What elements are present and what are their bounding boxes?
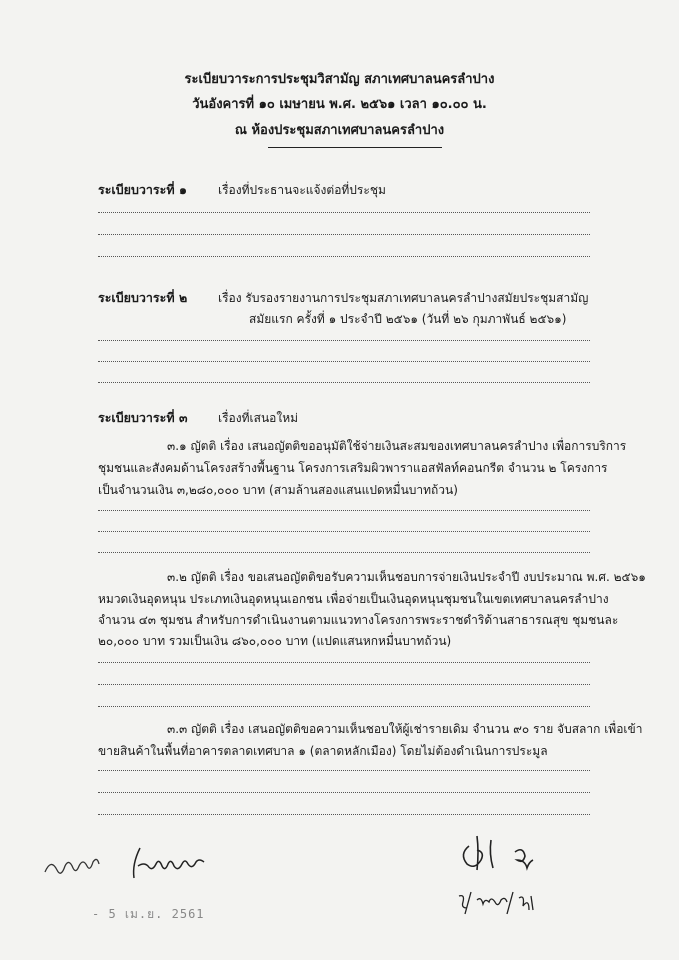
title-underline [268, 147, 442, 148]
blank-line [98, 382, 590, 383]
item-3-1-line1: ๓.๑ ญัตติ เรื่อง เสนอญัตติขออนุมัติใช้จ่ายเงินสะสมของเทศบาลนครลำปาง เพื่อการบริการ [167, 439, 627, 453]
agenda-2-title-line2: สมัยแรก ครั้งที่ ๑ ประจำปี ๒๕๖๑ (วันที่ ๒๖ กุมภาพันธ์ ๒๕๖๑) [249, 312, 567, 326]
item-3-2-line1: ๓.๒ ญัตติ เรื่อง ขอเสนอญัตติขอรับความเห็นชอบการจ่ายเงินประจำปี งบประมาณ พ.ศ. ๒๕๖๑ [167, 570, 646, 584]
blank-line [98, 234, 590, 235]
blank-line [98, 212, 590, 213]
handwritten-date [455, 888, 565, 918]
meeting-venue: ณ ห้องประชุมสภาเทศบาลนครลำปาง [234, 123, 445, 138]
blank-line [98, 256, 590, 257]
received-date-stamp: - 5 เม.ย. 2561 [92, 907, 205, 921]
agenda-2-label: ระเบียบวาระที่ ๒ [98, 290, 188, 305]
item-3-1-line3: เป็นจำนวนเงิน ๓,๒๘๐,๐๐๐ บาท (สามล้านสองแสนแปดหมื่นบาทถ้วน) [98, 483, 458, 497]
handwritten-signature-left [40, 840, 270, 890]
agenda-3-title: เรื่องที่เสนอใหม่ [218, 411, 299, 425]
blank-line [98, 662, 590, 663]
agenda-1-label: ระเบียบวาระที่ ๑ [98, 182, 187, 197]
blank-line [98, 361, 590, 362]
agenda-1-title: เรื่องที่ประธานจะแจ้งต่อที่ประชุม [218, 183, 386, 197]
blank-line [98, 531, 590, 532]
document-title: ระเบียบวาระการประชุมวิสามัญ สภาเทศบาลนครลำปาง [184, 72, 495, 87]
blank-line [98, 770, 590, 771]
blank-line [98, 510, 590, 511]
agenda-2-title-line1: เรื่อง รับรองรายงานการประชุมสภาเทศบาลนครลำปางสมัยประชุมสามัญ [218, 291, 589, 305]
meeting-date: วันอังคารที่ ๑๐ เมษายน พ.ศ. ๒๕๖๑ เวลา ๑๐.๐๐ น. [192, 97, 487, 112]
blank-line [98, 552, 590, 553]
item-3-3-line2: ขายสินค้าในพื้นที่อาคารตลาดเทศบาล ๑ (ตลาดหลักเมือง) โดยไม่ต้องดำเนินการประมูล [98, 744, 548, 758]
blank-line [98, 706, 590, 707]
handwritten-signature-right [455, 832, 565, 882]
item-3-3-line1: ๓.๓ ญัตติ เรื่อง เสนอญัตติขอความเห็นชอบให้ผู้เช่ารายเดิม จำนวน ๙๐ ราย จับสลาก เพื่อเข้า [167, 722, 643, 736]
blank-line [98, 814, 590, 815]
blank-line [98, 340, 590, 341]
item-3-2-line3: จำนวน ๔๓ ชุมชน สำหรับการดำเนินงานตามแนวทางโครงการพระราชดำริด้านสาธารณสุข ชุมชนละ [98, 613, 619, 627]
item-3-1-line2: ชุมชนและสังคมด้านโครงสร้างพื้นฐาน โครงการเสริมผิวพาราแอสฟัลท์คอนกรีต จำนวน ๒ โครงการ [98, 461, 608, 475]
agenda-3-label: ระเบียบวาระที่ ๓ [98, 410, 188, 425]
item-3-2-line4: ๒๐,๐๐๐ บาท รวมเป็นเงิน ๘๖๐,๐๐๐ บาท (แปดแสนหกหมื่นบาทถ้วน) [98, 634, 452, 648]
blank-line [98, 792, 590, 793]
item-3-2-line2: หมวดเงินอุดหนุน ประเภทเงินอุดหนุนเอกชน เพื่อจ่ายเป็นเงินอุดหนุนชุมชนในเขตเทศบาลนครลำปาง [98, 592, 609, 606]
blank-line [98, 684, 590, 685]
